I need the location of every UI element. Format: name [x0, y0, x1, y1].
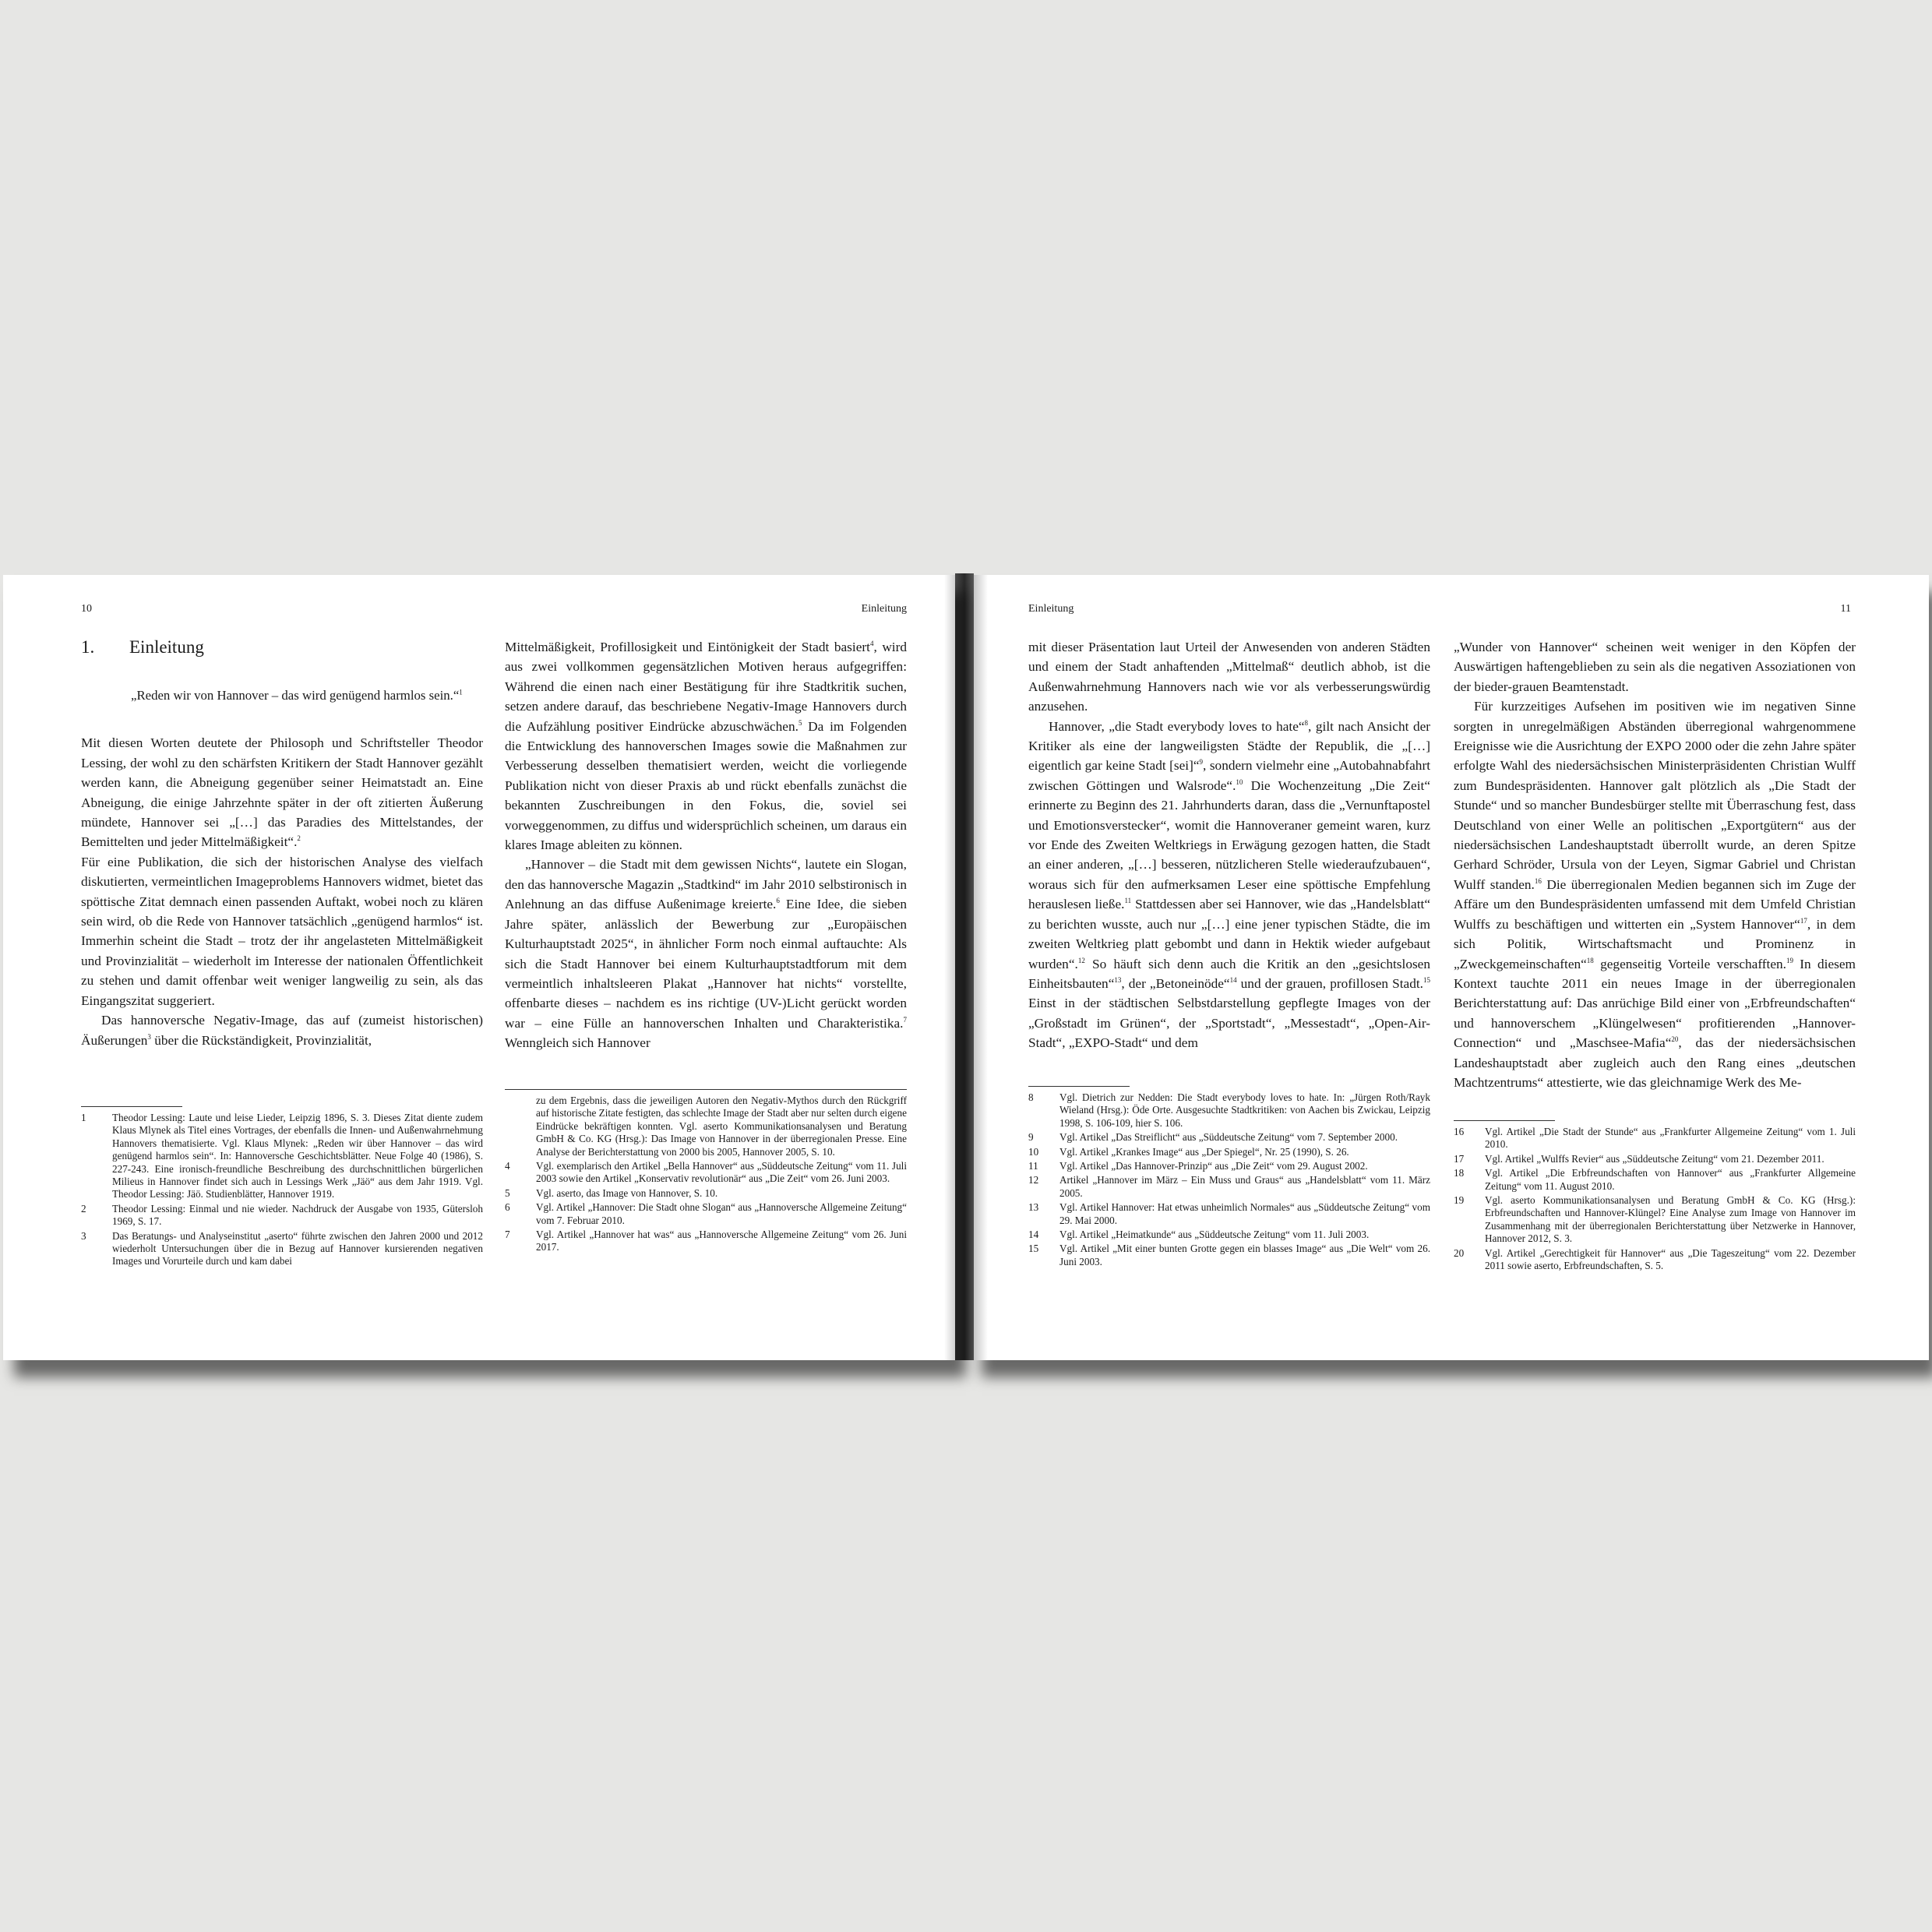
footnote — [1454, 1126, 1856, 1151]
footnote-text: Vgl. Artikel Hannover: Hat etwas unheimlich Normales“ aus „Süddeutsche Zeitung“ vom 29. Mai 2000. — [1059, 1201, 1430, 1226]
footnote — [505, 1187, 907, 1200]
footnotes-right-col2 — [1454, 1120, 1856, 1274]
left-page — [3, 575, 955, 1360]
footnote-ref: 1 — [459, 688, 463, 696]
epigraph-quote — [131, 686, 464, 705]
footnotes-right-col1 — [1028, 1086, 1430, 1270]
footnote-text: Das Beratungs- und Analyseinstitut „aserto“ führte zwischen den Jahren 2000 und 2012 wiederholt Untersuchungen über die in Bezug auf Hannover kursierenden negativen Images und Vorurteile durch und kam dabei — [112, 1229, 483, 1267]
footnote — [1028, 1091, 1430, 1130]
footnote-number: 4 — [505, 1160, 510, 1172]
footnote — [1454, 1247, 1856, 1273]
footnote-number: 2 — [81, 1202, 86, 1215]
paragraph: Mit diesen Worten deutete der Philosoph und Schriftsteller Theodor Lessing, der wohl zu den schärfsten Kritikern der Stadt Hannover gezählt werden kann, die Abneigung gegenüber seiner Heimatstadt an. Eine Abneigung, die einige Jahrzehnte später in der oft zitierten Äußerung mündete, Hannover sei „[…] das Paradies des Mittelstandes, der Bemittelten und jeder Mittelmäßigkeit“.$^2$ — [81, 735, 483, 850]
footnote — [1454, 1194, 1856, 1246]
footnote-text: Vgl. Artikel „Gerechtigkeit für Hannover“ aus „Die Tageszeitung“ vom 22. Dezember 2011 sowie aserto, Erbfreundschaften, S. 5. — [1485, 1246, 1856, 1272]
footnote-ref: 18 — [1586, 956, 1594, 964]
paragraph: Für eine Publikation, die sich der historischen Analyse des vielfach diskutierten, vermeintlichen Imageproblems Hannovers widmet, bietet das spöttische Zitat demnach einen passenden Auftakt, wobei noch zu klären sein wird, ob die Rede von Hannover tatsächlich „genügend harmlos“ ist. Immerhin scheint die Stadt – trotz der ihr angelasteten Mittelmäßigkeit und Provinzialität – wiederholt im Interesse der nationalen Öffentlichkeit zu stehen und damit offenbar weit weniger langweilig zu sein, als das Eingangszitat suggeriert. — [81, 854, 483, 1008]
footnote-number: 12 — [1028, 1174, 1039, 1186]
footnote-text: Vgl. aserto, das Image von Hannover, S. 10. — [536, 1186, 718, 1199]
footnote-text: Vgl. Artikel „Das Hannover-Prinzip“ aus „Die Zeit“ vom 29. August 2002. — [1059, 1160, 1368, 1172]
footnote-text: Vgl. Artikel „Die Erbfreundschaften von Hannover“ aus „Frankfurter Allgemeine Zeitung“ vom 11. August 2010. — [1485, 1167, 1856, 1192]
footnote-ref: 15 — [1423, 976, 1430, 985]
footnote-ref: 2 — [297, 834, 301, 843]
paragraph: „Wunder von Hannover“ scheinen weit weniger in den Köpfen der Auswärtigen haftengeblieben zu sein als die negativen Assoziationen von der bieder-grauen Beamtenstadt. — [1454, 640, 1856, 694]
footnote-number: 16 — [1454, 1126, 1465, 1137]
chapter-title: Einleitung — [129, 637, 204, 657]
paragraph: mit dieser Präsentation laut Urteil der Anwesenden von anderen Städten und einem der Stadt anhaftenden „Mittelmaß“ deutlich abhob, ist die Außenwahrnehmung Hannovers nach wie vor als verbesserungswürdig anzusehen. — [1028, 640, 1430, 714]
footnote-number: 18 — [1454, 1167, 1465, 1179]
book-spine — [955, 573, 974, 1360]
footnote-number: 6 — [505, 1201, 510, 1214]
footnote-text: Vgl. exemplarisch den Artikel „Bella Hannover“ aus „Süddeutsche Zeitung“ vom 11. Juli 2003 sowie den Artikel „Konservativ revolutionär“ aus „Die Zeit“ vom 26. Juni 2003. — [536, 1160, 907, 1185]
footnote-number: 5 — [505, 1186, 510, 1199]
footnote — [1454, 1167, 1856, 1193]
footnote — [1028, 1229, 1430, 1241]
footnote-text: Artikel „Hannover im März – Ein Muss und Graus“ aus „Handelsblatt“ vom 11. März 2005. — [1059, 1174, 1430, 1199]
footnote-number: 10 — [1028, 1145, 1039, 1158]
footnote — [1028, 1146, 1430, 1158]
chapter-number: 1. — [81, 637, 95, 657]
footnote-number: 17 — [1454, 1152, 1465, 1165]
paragraph: Mittelmäßigkeit, Profillosigkeit und Eintönigkeit der Stadt basiert$^4$, wird aus zwei vollkommen gegensätzlichen Motiven heraus aufgegriffen: Während die einen nach einer Bestätigung für ihre Stadtkritik suchen, setzen andere darauf, das beschriebene Negativ-Image Hannovers durch die Aufzählung positiver Eindrücke abzuschwächen.$^5$ Da im Folgenden die Entwicklung des hannoverschen Images sowie die Maßnahmen zur Verbesserung desselben thematisiert werden, weicht die vorliegende Publikation nicht von dieser Praxis ab und rückt ebenfalls zunächst die bekannten Zuschreibungen in den Fokus, die, soviel sei vorweggenommen, zu diffus und widersprüchlich scheinen, um daraus ein klares Image ableiten zu können. — [505, 640, 907, 853]
footnotes-left-col2 — [505, 1089, 907, 1256]
footnote-number: 3 — [81, 1229, 86, 1242]
footnote — [81, 1203, 483, 1229]
gutter-shadow — [944, 575, 955, 1360]
footnote-number: 11 — [1028, 1160, 1038, 1172]
chapter-heading — [81, 637, 483, 657]
footnote-rule — [81, 1106, 182, 1107]
footnote — [1028, 1243, 1430, 1268]
footnote-text: Vgl. Artikel „Hannover hat was“ aus „Hannoversche Allgemeine Zeitung“ vom 26. Juni 2017. — [536, 1229, 907, 1253]
footnote-ref: 12 — [1077, 956, 1085, 964]
footnote-text: Vgl. Artikel „Das Streiflicht“ aus „Süddeutsche Zeitung“ vom 7. September 2000. — [1059, 1131, 1398, 1144]
footnote-ref: 19 — [1786, 956, 1793, 964]
footnote — [1028, 1174, 1430, 1200]
footnote-ref: 20 — [1671, 1035, 1679, 1044]
footnote — [1028, 1131, 1430, 1144]
footnote-ref: 10 — [1236, 778, 1243, 787]
running-header: Einleitung — [1028, 603, 1074, 615]
footnote-number: 19 — [1454, 1194, 1465, 1207]
paragraph: Für kurzzeitiges Aufsehen im positiven wie im negativen Sinne sorgten in unregelmäßigen Abständen überregional wahrgenommene Ereignisse wie die Ausrichtung der EXPO 2000 oder die zehn Jahre später erfolgte Wahl des niedersächsischen Ministerpräsidenten Christian Wulff zum Bundespräsidenten. Hannover galt plötzlich als „Die Stadt der Stunde“ und so mancher Bundesbürger stellte mit Überraschung fest, dass Deutschland von einer Welle an politischen „Exportgütern“ aus der niedersächsischen Landeshauptstadt überrollt wurde, an deren Spitze Gerhard Schröder, Ursula von der Leyen, Sigmar Gabriel und Christan Wulff standen.$^{16}$ Die überregionalen Medien begannen sich im Zuge der Affäre um den Bundespräsidenten umfassend mit dem Umfeld Christian Wulffs zu beschäftigen und witterten ein „System Hannover“$^{17}$, in dem sich Politik, Wirtschaftsmacht und Prominenz in „Zweckgemeinschaften“$^{18}$ gegenseitig Vorteile verschafften.$^{19}$ In diesem Kontext tauchte 2011 ein neues Image in der überregionalen Berichterstattung auf: Das anrüchige Bild einer von „Erbfreundschaften“ und hannoverschem „Klüngelwesen“ profitierenden „Hannover-Connection“ und „Maschsee-Mafia“$^{20}$, das der niedersächsischen Landeshauptstadt aber zugleich auch den Rang eines „deutschen Machtzentrums“ attestierte, wie das gleichnamige Werk des Me- — [1454, 699, 1856, 1090]
footnote-rule — [1028, 1086, 1130, 1087]
footnote-number: 13 — [1028, 1201, 1039, 1214]
footnote-text: Vgl. Artikel „Mit einer bunten Grotte gegen ein blasses Image“ aus „Die Welt“ vom 26. Juni 2003. — [1059, 1243, 1430, 1267]
right-column-1 — [1028, 637, 1430, 1053]
gutter-shadow — [974, 575, 988, 1360]
left-column-1 — [81, 637, 483, 1050]
footnote-number: 1 — [81, 1112, 86, 1123]
footnote-ref: 9 — [1199, 758, 1204, 767]
footnote-number: 20 — [1454, 1246, 1465, 1259]
footnote-text: Vgl. Artikel „Hannover: Die Stadt ohne Slogan“ aus „Hannoversche Allgemeine Zeitung“ vom 7. Februar 2010. — [536, 1201, 907, 1226]
right-column-2 — [1454, 637, 1856, 1092]
footnote-ref: 7 — [903, 1015, 907, 1024]
footnote-rule — [1454, 1120, 1555, 1121]
footnote-number: 14 — [1028, 1229, 1039, 1241]
footnote-text: Theodor Lessing: Einmal und nie wieder. Nachdruck der Ausgabe von 1935, Gütersloh 1969, S. 17. — [112, 1202, 483, 1228]
footnote-ref: 6 — [776, 897, 780, 905]
right-page — [974, 575, 1929, 1360]
footnote-number: 9 — [1028, 1131, 1034, 1144]
page-number: 10 — [81, 603, 92, 615]
footnote-ref: 4 — [869, 640, 874, 648]
footnote-number: 7 — [505, 1229, 510, 1241]
footnote — [505, 1229, 907, 1254]
footnote-ref: 8 — [1304, 718, 1309, 727]
footnotes-left-col1 — [81, 1106, 483, 1270]
left-column-2 — [505, 637, 907, 1053]
footnote-text: Vgl. Artikel „Die Stadt der Stunde“ aus „Frankfurter Allgemeine Zeitung“ vom 1. Juli 2010. — [1485, 1126, 1856, 1151]
footnote-number: 8 — [1028, 1091, 1034, 1103]
quote-text: „Reden wir von Hannover – das wird genügend harmlos sein.“ — [131, 688, 460, 703]
footnote-ref: 3 — [147, 1032, 151, 1041]
footnote — [1028, 1201, 1430, 1227]
paragraph: Hannover, „die Stadt everybody loves to hate“$^8$, gilt nach Ansicht der Kritiker als eine der langweiligsten Städte der Republik, die „[…] eigentlich gar keine Stadt [sei]“$^9$, sondern vielmehr eine „Autobahnabfahrt zwischen Göttingen und Walsrode“.$^{10}$ Die Wochenzeitung „Die Zeit“ erinnerte zu Beginn des 21. Jahrhunderts daran, dass die „Vernunftapostel und Emotionsverstecker“, womit die Hannoveraner gemeint waren, kurz vor Ende des Zweiten Weltkriegs in Erwägung gezogen hatten, die Stadt an einer anderen, „[…] besseren, nützlicheren Stelle wiederaufzubauen“, woraus sich für den aufmerksamen Leser eine spöttische Empfehlung herauslesen ließe.$^{11}$ Stattdessen aber sei Hannover, wie das „Handelsblatt“ zu berichten wusste, auch nur „[…] eine jener typischen Städte, die im zweiten Weltkrieg platt gebombt und dann in Hektik wieder aufgebaut wurden“.$^{12}$ So häuft sich denn auch die Kritik an den „gesichtslosen Einheitsbauten“$^{13}$, der „Betoneinöde“$^{14}$ und der grauen, profillosen Stadt.$^{15}$ Einst in der städtischen Selbstdarstellung gepflegte Images von der „Großstadt im Grünen“, der „Sportstadt“, „Messestadt“, „Open-Air-Stadt“, „EXPO-Stadt“ und dem — [1028, 718, 1431, 1051]
footnote-rule — [505, 1089, 907, 1090]
footnote-text: Vgl. aserto Kommunikationsanalysen und Beratung GmbH & Co. KG (Hrsg.): Erbfreundschaften und Hannover-Klüngel? Eine Analyse zum Image von Hannover im Zusammenhang mit der überregionalen Berichterstattung über Netzwerke in Hannover, Hannover 2012, S. 3. — [1485, 1194, 1856, 1245]
footnote-number: 15 — [1028, 1243, 1039, 1255]
footnote — [81, 1112, 483, 1201]
footnote-ref: 11 — [1124, 897, 1132, 905]
footnote-ref: 5 — [798, 718, 802, 727]
footnote-text: Vgl. Artikel „Heimatkunde“ aus „Süddeutsche Zeitung“ vom 11. Juli 2003. — [1059, 1229, 1370, 1241]
page-number: 11 — [1840, 603, 1851, 615]
footnote-text: Vgl. Artikel „Wulffs Revier“ aus „Süddeutsche Zeitung“ vom 21. Dezember 2011. — [1485, 1152, 1824, 1165]
footnote-ref: 13 — [1114, 976, 1122, 985]
footnote-text: Theodor Lessing: Laute und leise Lieder, Leipzig 1896, S. 3. Dieses Zitat diente zudem Klaus Mlynek als Titel eines Vortrages, der ebenfalls die Innen- und Außenwahrnehmung Hannovers thematisierte. Vgl. Klaus Mlynek: „Reden wir über Hannover – das wird genügend harmlos sein“. In: Hannoversche Geschichtsblätter. Neue Folge 40 (1986), S. 227-243. Eine ironisch-freundliche Beschreibung des durchschnittlichen bürgerlichen Milieus in Hannover findet sich auch in Lessings Werk „Jäö“ aus dem Jahr 1919. Vgl. Theodor Lessing: Jäö. Studienblätter, Hannover 1919. — [112, 1112, 483, 1200]
paragraph: Das hannoversche Negativ-Image, das auf (zumeist historischen) Äußerungen$^3$ über die Rückständigkeit, Provinzialität, — [81, 1013, 483, 1048]
footnote-text: Vgl. Artikel „Krankes Image“ aus „Der Spiegel“, Nr. 25 (1990), S. 26. — [1059, 1145, 1349, 1158]
footnote — [1028, 1160, 1430, 1172]
footnote-ref: 14 — [1229, 976, 1237, 985]
footnote — [1454, 1153, 1856, 1165]
footnote-text: Vgl. Dietrich zur Nedden: Die Stadt everybody loves to hate. In: „Jürgen Roth/Rayk Wieland (Hrsg.): Öde Orte. Ausgesuchte Stadtkritiken: von Aachen bis Zwickau, Leipzig 1998, S. 106-109, hier S. 106. — [1059, 1091, 1430, 1129]
footnote-ref: 17 — [1800, 916, 1807, 925]
footnote-ref: 16 — [1534, 877, 1542, 886]
footnote — [505, 1160, 907, 1186]
paragraph: „Hannover – die Stadt mit dem gewissen Nichts“, lautete ein Slogan, den das hannoversche Magazin „Stadtkind“ im Jahr 2010 selbstironisch in Anlehnung an das diffuse Außenimage kreierte.$^6$ Eine Idee, die sieben Jahre später, anlässlich der Bewerbung zur „Europäischen Kulturhauptstadt 2025“, in ähnlicher Form noch einmal auftauchte: Als sich die Stadt Hannover bei einem Kulturhauptstadtforum mit dem vermeintlich inhaltsleeren Plakat „Hannover hat nichts“ vorstellte, offenbarte dieses – nachdem es ins richtige (UV-)Licht gerückt worden war – eine Fülle an hannoverschen Inhalten und Charakteristika.$^7$ Wenngleich sich Hannover — [505, 857, 907, 1051]
footnote — [81, 1230, 483, 1268]
footnote — [505, 1201, 907, 1227]
footnote-continued: zu dem Ergebnis, dass die jeweiligen Autoren den Negativ-Mythos durch den Rückgriff auf historische Zitate festigten, das schlechte Image der Stadt aber nur selten durch eigene Eindrücke bekräftigen konnten. Vgl. aserto Kommunikationsanalysen und Beratung GmbH & Co. KG (Hrsg.): Das Image von Hannover in der überregionalen Presse. Eine Analyse der Berichterstattung von 2000 bis 2005, Hannover 2005, S. 10. — [536, 1095, 907, 1158]
running-header: Einleitung — [861, 603, 907, 615]
